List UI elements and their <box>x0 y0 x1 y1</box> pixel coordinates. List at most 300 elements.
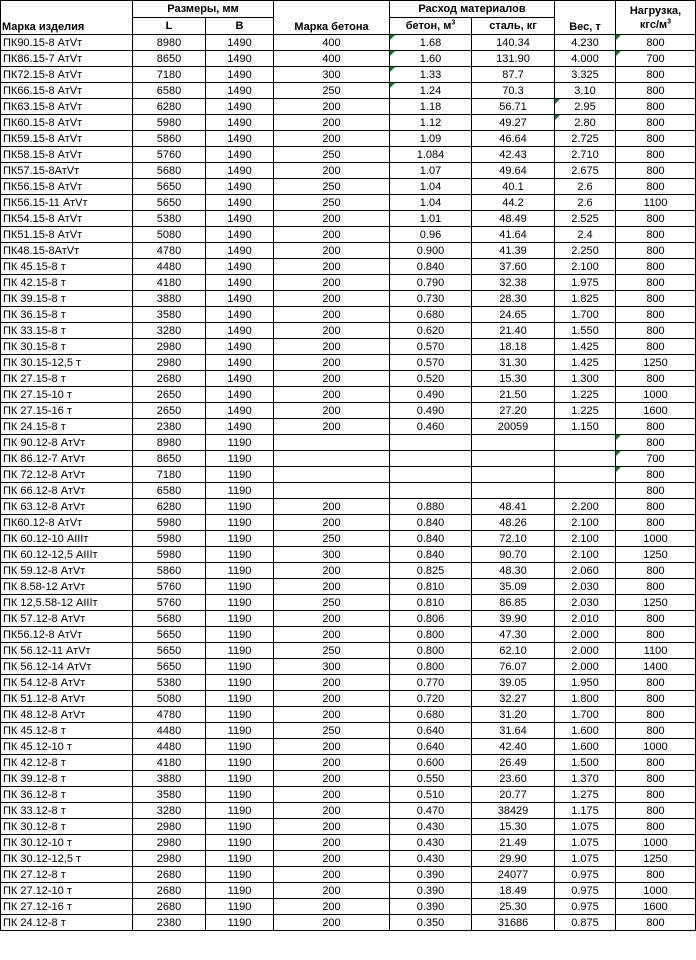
concrete-volume-cell: 0.390 <box>390 883 472 899</box>
steel-cell: 24.65 <box>472 307 555 323</box>
concrete-grade-cell: 200 <box>274 99 390 115</box>
concrete-volume-cell: 0.390 <box>390 867 472 883</box>
load-cell: 800 <box>616 755 696 771</box>
load-cell: 1000 <box>616 835 696 851</box>
concrete-volume-cell: 0.730 <box>390 291 472 307</box>
table-row <box>1 83 696 99</box>
load-cell: 800 <box>616 819 696 835</box>
product-name: ПК 27.15-10 т <box>1 387 133 403</box>
width-cell: 1190 <box>206 883 274 899</box>
concrete-volume-cell <box>390 467 472 483</box>
steel-cell: 48.41 <box>472 499 555 515</box>
product-name: ПК 30.12-12,5 т <box>1 851 133 867</box>
concrete-grade-cell: 200 <box>274 243 390 259</box>
product-name: ПК 42.15-8 т <box>1 275 133 291</box>
concrete-grade-cell: 200 <box>274 515 390 531</box>
load-cell: 1250 <box>616 547 696 563</box>
product-name: ПК 56.12-14 АтVт <box>1 659 133 675</box>
steel-cell: 48.49 <box>472 211 555 227</box>
load-cell: 800 <box>616 707 696 723</box>
load-cell: 800 <box>616 163 696 179</box>
product-name: ПК90.15-8 АтVт <box>1 35 133 51</box>
concrete-volume-cell: 1.04 <box>390 179 472 195</box>
steel-cell: 18.18 <box>472 339 555 355</box>
width-cell: 1190 <box>206 739 274 755</box>
width-cell: 1490 <box>206 211 274 227</box>
col-header-concrete-volume <box>390 18 472 35</box>
length-cell: 5680 <box>133 163 206 179</box>
concrete-volume-cell: 0.390 <box>390 899 472 915</box>
concrete-grade-cell: 300 <box>274 659 390 675</box>
width-cell: 1190 <box>206 627 274 643</box>
concrete-grade-cell: 200 <box>274 803 390 819</box>
table-row <box>1 883 696 899</box>
concrete-volume-cell: 0.800 <box>390 643 472 659</box>
steel-cell: 42.43 <box>472 147 555 163</box>
width-cell: 1190 <box>206 659 274 675</box>
load-cell: 800 <box>616 787 696 803</box>
weight-cell: 2.725 <box>555 131 616 147</box>
concrete-grade-cell: 200 <box>274 275 390 291</box>
concrete-grade-cell <box>274 451 390 467</box>
concrete-volume-cell: 1.07 <box>390 163 472 179</box>
concrete-volume-cell: 0.640 <box>390 739 472 755</box>
length-cell: 3880 <box>133 771 206 787</box>
load-cell: 1250 <box>616 355 696 371</box>
load-label: Нагрузка, <box>629 4 682 17</box>
concrete-volume-cell: 0.770 <box>390 675 472 691</box>
weight-cell: 2.6 <box>555 195 616 211</box>
table-row <box>1 707 696 723</box>
weight-cell: 1.950 <box>555 675 616 691</box>
product-name: ПК 30.15-12,5 т <box>1 355 133 371</box>
product-name: ПК 56.12-11 АтVт <box>1 643 133 659</box>
width-cell: 1190 <box>206 723 274 739</box>
length-cell: 5980 <box>133 115 206 131</box>
width-cell: 1490 <box>206 371 274 387</box>
length-cell: 2680 <box>133 371 206 387</box>
table-row <box>1 211 696 227</box>
length-cell: 5650 <box>133 659 206 675</box>
table-row <box>1 867 696 883</box>
length-cell: 3880 <box>133 291 206 307</box>
table-row <box>1 851 696 867</box>
table-row <box>1 579 696 595</box>
concrete-grade-cell: 200 <box>274 307 390 323</box>
concrete-grade-cell: 200 <box>274 835 390 851</box>
length-cell: 2680 <box>133 899 206 915</box>
product-name: ПК54.15-8 АтVт <box>1 211 133 227</box>
product-name: ПК 30.15-8 т <box>1 339 133 355</box>
steel-cell: 56.71 <box>472 99 555 115</box>
concrete-grade-cell: 250 <box>274 531 390 547</box>
length-cell: 6580 <box>133 483 206 499</box>
width-cell: 1190 <box>206 435 274 451</box>
weight-cell: 1.225 <box>555 403 616 419</box>
width-cell: 1490 <box>206 115 274 131</box>
concrete-grade-cell: 400 <box>274 35 390 51</box>
concrete-volume-cell <box>390 483 472 499</box>
concrete-volume-cell: 0.840 <box>390 259 472 275</box>
load-unit-sup: 3 <box>667 17 672 25</box>
length-cell: 2980 <box>133 819 206 835</box>
width-cell: 1190 <box>206 467 274 483</box>
weight-cell: 1.150 <box>555 419 616 435</box>
steel-cell: 41.39 <box>472 243 555 259</box>
steel-cell: 15.30 <box>472 371 555 387</box>
product-name: ПК 45.15-8 т <box>1 259 133 275</box>
steel-cell: 20.77 <box>472 787 555 803</box>
length-cell: 2650 <box>133 387 206 403</box>
concrete-grade-cell: 250 <box>274 643 390 659</box>
length-cell: 5760 <box>133 579 206 595</box>
concrete-grade-cell: 200 <box>274 691 390 707</box>
length-cell: 5860 <box>133 563 206 579</box>
product-name: ПК57.15-8АтVт <box>1 163 133 179</box>
length-cell: 2680 <box>133 883 206 899</box>
product-name: ПК 27.15-8 т <box>1 371 133 387</box>
weight-cell: 2.200 <box>555 499 616 515</box>
load-cell: 1600 <box>616 899 696 915</box>
width-cell: 1190 <box>206 547 274 563</box>
width-cell: 1490 <box>206 227 274 243</box>
table-row <box>1 755 696 771</box>
product-name: ПК59.15-8 АтVт <box>1 131 133 147</box>
concrete-volume-cell: 0.720 <box>390 691 472 707</box>
steel-cell: 48.26 <box>472 515 555 531</box>
load-cell: 800 <box>616 867 696 883</box>
concrete-grade-cell: 200 <box>274 371 390 387</box>
steel-cell: 15.30 <box>472 819 555 835</box>
product-name: ПК 60.12-10 АIIIт <box>1 531 133 547</box>
steel-cell: 31.64 <box>472 723 555 739</box>
load-cell: 800 <box>616 515 696 531</box>
width-cell: 1190 <box>206 579 274 595</box>
load-cell: 800 <box>616 499 696 515</box>
product-name: ПК 54.12-8 АтVт <box>1 675 133 691</box>
length-cell: 5650 <box>133 627 206 643</box>
load-cell: 800 <box>616 243 696 259</box>
concrete-volume-cell: 0.840 <box>390 547 472 563</box>
table-row <box>1 691 696 707</box>
weight-cell: 2.030 <box>555 595 616 611</box>
product-name: ПК 57.12-8 АтVт <box>1 611 133 627</box>
concrete-grade-cell: 200 <box>274 755 390 771</box>
concrete-grade-cell: 200 <box>274 563 390 579</box>
concrete-volume-cell: 0.790 <box>390 275 472 291</box>
steel-cell: 31686 <box>472 915 555 931</box>
weight-cell: 2.100 <box>555 515 616 531</box>
weight-cell: 2.710 <box>555 147 616 163</box>
weight-cell: 1.700 <box>555 307 616 323</box>
load-cell: 1100 <box>616 195 696 211</box>
steel-cell: 86.85 <box>472 595 555 611</box>
concrete-volume-cell: 0.470 <box>390 803 472 819</box>
width-cell: 1490 <box>206 291 274 307</box>
concrete-volume-cell: 1.60 <box>390 51 472 67</box>
concrete-grade-cell <box>274 435 390 451</box>
table-row <box>1 99 696 115</box>
table-row <box>1 499 696 515</box>
load-cell: 700 <box>616 451 696 467</box>
product-name: ПК 42.12-8 т <box>1 755 133 771</box>
length-cell: 5860 <box>133 131 206 147</box>
load-cell: 800 <box>616 435 696 451</box>
steel-cell: 28.30 <box>472 291 555 307</box>
width-cell: 1190 <box>206 451 274 467</box>
width-cell: 1190 <box>206 803 274 819</box>
concrete-grade-cell <box>274 483 390 499</box>
width-cell: 1190 <box>206 515 274 531</box>
concrete-volume-cell: 0.825 <box>390 563 472 579</box>
product-name: ПК 72.12-8 АтVт <box>1 467 133 483</box>
concrete-volume-cell: 0.96 <box>390 227 472 243</box>
steel-cell: 32.27 <box>472 691 555 707</box>
concrete-volume-sup: 3 <box>451 19 456 27</box>
weight-cell: 1.370 <box>555 771 616 787</box>
col-header-material-consumption: Расход материалов <box>390 1 555 18</box>
length-cell: 5380 <box>133 675 206 691</box>
product-name: ПК60.12-8 АтVт <box>1 515 133 531</box>
load-cell: 1250 <box>616 851 696 867</box>
length-cell: 4780 <box>133 707 206 723</box>
weight-cell: 3.10 <box>555 83 616 99</box>
weight-cell: 2.000 <box>555 627 616 643</box>
width-cell: 1490 <box>206 131 274 147</box>
weight-cell: 0.975 <box>555 867 616 883</box>
table-row <box>1 787 696 803</box>
length-cell: 5980 <box>133 515 206 531</box>
table-row <box>1 419 696 435</box>
concrete-grade-cell: 200 <box>274 771 390 787</box>
width-cell: 1490 <box>206 259 274 275</box>
width-cell: 1190 <box>206 819 274 835</box>
concrete-grade-cell <box>274 467 390 483</box>
concrete-grade-cell: 200 <box>274 339 390 355</box>
steel-cell: 76.07 <box>472 659 555 675</box>
concrete-grade-cell: 200 <box>274 403 390 419</box>
table-row <box>1 163 696 179</box>
length-cell: 4180 <box>133 755 206 771</box>
steel-cell: 140.34 <box>472 35 555 51</box>
product-name: ПК 66.12-8 АтVт <box>1 483 133 499</box>
col-header-load <box>616 1 696 35</box>
steel-cell: 18.49 <box>472 883 555 899</box>
col-header-length: L <box>133 18 206 35</box>
load-cell: 1000 <box>616 739 696 755</box>
table-row <box>1 291 696 307</box>
concrete-volume-cell: 0.430 <box>390 835 472 851</box>
steel-cell: 31.30 <box>472 355 555 371</box>
table-row <box>1 243 696 259</box>
product-name: ПК 8.58-12 АтVт <box>1 579 133 595</box>
concrete-volume-cell: 0.800 <box>390 627 472 643</box>
table-row <box>1 771 696 787</box>
steel-cell: 90.70 <box>472 547 555 563</box>
weight-cell: 2.100 <box>555 547 616 563</box>
concrete-volume-cell: 0.490 <box>390 387 472 403</box>
concrete-grade-cell: 250 <box>274 723 390 739</box>
length-cell: 2680 <box>133 867 206 883</box>
col-header-width: B <box>206 18 274 35</box>
width-cell: 1490 <box>206 307 274 323</box>
length-cell: 4480 <box>133 259 206 275</box>
length-cell: 8980 <box>133 35 206 51</box>
weight-cell: 1.800 <box>555 691 616 707</box>
product-name: ПК56.15-11 АтVт <box>1 195 133 211</box>
concrete-volume-cell: 1.24 <box>390 83 472 99</box>
weight-cell <box>555 483 616 499</box>
product-name: ПК56.12-8 АтVт <box>1 627 133 643</box>
steel-cell: 87.7 <box>472 67 555 83</box>
product-name: ПК58.15-8 АтVт <box>1 147 133 163</box>
product-name: ПК 39.12-8 т <box>1 771 133 787</box>
load-cell: 1250 <box>616 595 696 611</box>
weight-cell <box>555 435 616 451</box>
table-row <box>1 67 696 83</box>
width-cell: 1490 <box>206 179 274 195</box>
steel-cell: 25.30 <box>472 899 555 915</box>
concrete-grade-cell: 200 <box>274 707 390 723</box>
length-cell: 4480 <box>133 739 206 755</box>
length-cell: 5680 <box>133 611 206 627</box>
steel-cell <box>472 451 555 467</box>
concrete-volume-cell: 0.430 <box>390 851 472 867</box>
steel-cell: 46.64 <box>472 131 555 147</box>
steel-cell: 37.60 <box>472 259 555 275</box>
product-name: ПК 45.12-10 т <box>1 739 133 755</box>
steel-cell: 39.05 <box>472 675 555 691</box>
concrete-volume-cell: 0.600 <box>390 755 472 771</box>
width-cell: 1490 <box>206 35 274 51</box>
length-cell: 2380 <box>133 419 206 435</box>
load-cell: 800 <box>616 771 696 787</box>
concrete-grade-cell: 200 <box>274 131 390 147</box>
width-cell: 1190 <box>206 595 274 611</box>
steel-cell: 38429 <box>472 803 555 819</box>
weight-cell: 0.975 <box>555 883 616 899</box>
concrete-grade-cell: 250 <box>274 195 390 211</box>
load-cell: 1600 <box>616 403 696 419</box>
steel-cell: 49.64 <box>472 163 555 179</box>
concrete-volume-cell: 0.520 <box>390 371 472 387</box>
load-unit: кгс/м <box>639 18 668 31</box>
length-cell: 5380 <box>133 211 206 227</box>
length-cell: 3280 <box>133 323 206 339</box>
concrete-grade-cell: 200 <box>274 323 390 339</box>
weight-cell: 1.425 <box>555 355 616 371</box>
load-cell: 800 <box>616 83 696 99</box>
load-cell: 800 <box>616 691 696 707</box>
table-row <box>1 483 696 499</box>
width-cell: 1190 <box>206 531 274 547</box>
table-row <box>1 835 696 851</box>
table-row <box>1 547 696 563</box>
concrete-volume-cell: 1.12 <box>390 115 472 131</box>
product-name: ПК 59.12-8 АтVт <box>1 563 133 579</box>
concrete-volume-cell: 0.806 <box>390 611 472 627</box>
weight-cell: 1.175 <box>555 803 616 819</box>
table-row <box>1 35 696 51</box>
col-header-weight: Вес, т <box>555 1 616 35</box>
load-cell: 800 <box>616 259 696 275</box>
product-name: ПК 39.15-8 т <box>1 291 133 307</box>
steel-cell: 26.49 <box>472 755 555 771</box>
product-name: ПК72.15-8 АтVт <box>1 67 133 83</box>
length-cell: 2980 <box>133 835 206 851</box>
concrete-grade-cell: 200 <box>274 787 390 803</box>
width-cell: 1490 <box>206 195 274 211</box>
weight-cell: 0.975 <box>555 899 616 915</box>
concrete-grade-cell: 400 <box>274 51 390 67</box>
width-cell: 1490 <box>206 243 274 259</box>
table-row <box>1 323 696 339</box>
length-cell: 4780 <box>133 243 206 259</box>
length-cell: 2980 <box>133 355 206 371</box>
load-cell: 800 <box>616 563 696 579</box>
width-cell: 1190 <box>206 707 274 723</box>
table-row <box>1 819 696 835</box>
width-cell: 1490 <box>206 355 274 371</box>
load-cell: 800 <box>616 275 696 291</box>
width-cell: 1190 <box>206 851 274 867</box>
table-row <box>1 467 696 483</box>
concrete-grade-cell: 250 <box>274 83 390 99</box>
load-cell: 800 <box>616 371 696 387</box>
length-cell: 5980 <box>133 531 206 547</box>
length-cell: 2980 <box>133 339 206 355</box>
length-cell: 5760 <box>133 595 206 611</box>
load-cell: 1400 <box>616 659 696 675</box>
weight-cell: 1.825 <box>555 291 616 307</box>
weight-cell: 2.000 <box>555 643 616 659</box>
steel-cell: 29.90 <box>472 851 555 867</box>
length-cell: 7180 <box>133 467 206 483</box>
weight-cell: 1.275 <box>555 787 616 803</box>
load-cell: 800 <box>616 675 696 691</box>
product-name: ПК 48.12-8 АтVт <box>1 707 133 723</box>
product-name: ПК 45.12-8 т <box>1 723 133 739</box>
load-cell: 800 <box>616 467 696 483</box>
product-name: ПК 27.15-16 т <box>1 403 133 419</box>
concrete-grade-cell: 200 <box>274 867 390 883</box>
width-cell: 1190 <box>206 915 274 931</box>
table-row <box>1 595 696 611</box>
product-name: ПК 36.12-8 т <box>1 787 133 803</box>
concrete-volume-cell: 1.68 <box>390 35 472 51</box>
concrete-grade-cell: 200 <box>274 899 390 915</box>
table-row <box>1 531 696 547</box>
steel-cell: 49.27 <box>472 115 555 131</box>
weight-cell: 0.875 <box>555 915 616 931</box>
product-name: ПК 27.12-16 т <box>1 899 133 915</box>
weight-cell: 1.300 <box>555 371 616 387</box>
concrete-volume-cell: 0.880 <box>390 499 472 515</box>
width-cell: 1190 <box>206 787 274 803</box>
product-name: ПК60.15-8 АтVт <box>1 115 133 131</box>
table-row <box>1 899 696 915</box>
steel-cell: 24077 <box>472 867 555 883</box>
product-name: ПК 33.15-8 т <box>1 323 133 339</box>
width-cell: 1490 <box>206 67 274 83</box>
concrete-grade-cell: 200 <box>274 259 390 275</box>
concrete-volume-cell: 0.570 <box>390 355 472 371</box>
table-row <box>1 387 696 403</box>
length-cell: 7180 <box>133 67 206 83</box>
weight-cell: 4.230 <box>555 35 616 51</box>
col-header-steel: сталь, кг <box>472 18 555 35</box>
concrete-volume-cell: 0.810 <box>390 579 472 595</box>
